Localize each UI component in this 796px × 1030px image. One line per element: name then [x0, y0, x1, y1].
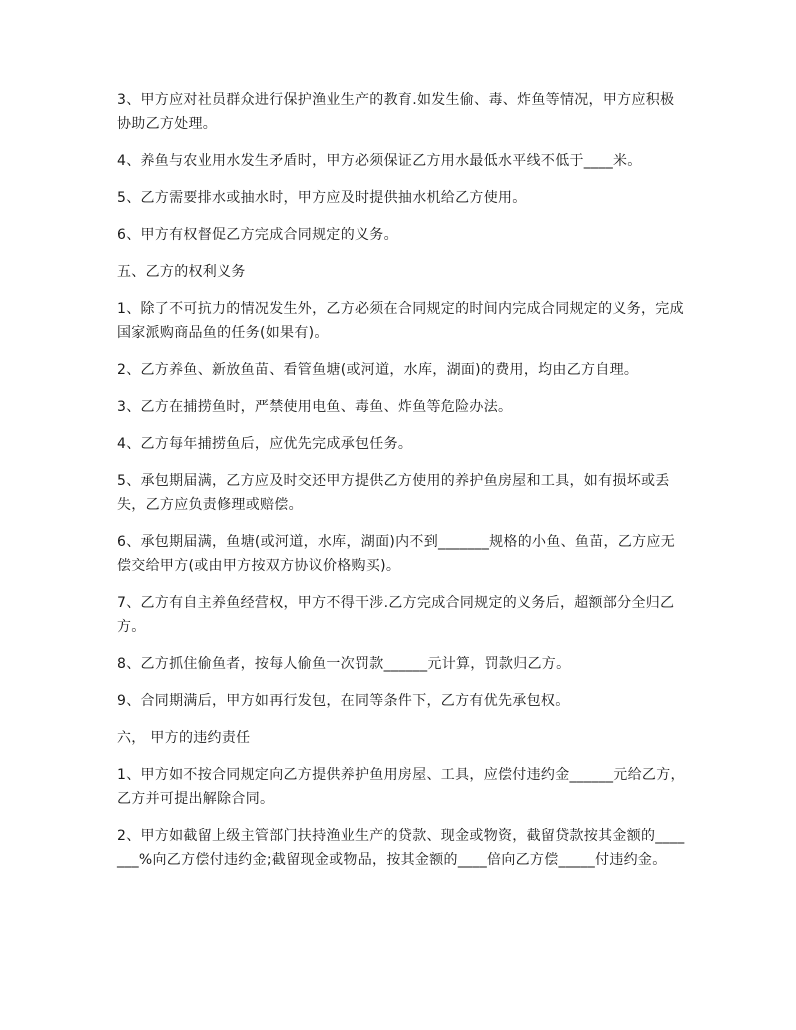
paragraph-b-clause-7: 7、乙方有自主养鱼经营权，甲方不得干涉.乙方完成合同规定的义务后，超额部分全归乙方。 — [117, 595, 675, 635]
paragraph-clause-6: 6、甲方有权督促乙方完成合同规定的义务。 — [117, 227, 398, 243]
paragraph-b-clause-9: 9、合同期满后，甲方如再行发包，在同等条件下，乙方有优先承包权。 — [117, 693, 570, 709]
paragraph-c-clause-1: 1、甲方如不按合同规定向乙方提供养护鱼用房屋、工具，应偿付违约金______元给乙方，乙方并可提出解除合同。 — [117, 767, 685, 807]
paragraph-clause-5: 5、乙方需要排水或抽水时，甲方应及时提供抽水机给乙方使用。 — [117, 190, 527, 206]
paragraph-b-clause-2: 2、乙方养鱼、新放鱼苗、看管鱼塘(或河道，水库，湖面)的费用，均由乙方自理。 — [117, 362, 639, 378]
section-heading-6: 六， 甲方的违约责任 — [117, 730, 251, 746]
paragraph-b-clause-6: 6、承包期届满，鱼塘(或河道，水库，湖面)内不到_______规格的小鱼、鱼苗，乙方应无偿交给甲方(或由甲方按双方协议价格购买)。 — [117, 534, 676, 574]
paragraph-b-clause-3: 3、乙方在捕捞鱼时，严禁使用电鱼、毒鱼、炸鱼等危险办法。 — [117, 399, 513, 415]
document-page — [117, 88, 687, 885]
paragraph-b-clause-1: 1、除了不可抗力的情况发生外，乙方必须在合同规定的时间内完成合同规定的义务，完成国家派购商品鱼的任务(如果有)。 — [117, 301, 684, 341]
section-heading-5: 五、乙方的权利义务 — [117, 264, 246, 280]
paragraph-clause-3: 3、甲方应对社员群众进行保护渔业生产的教育.如发生偷、毒、炸鱼等情况，甲方应积极协助乙方处理。 — [117, 92, 675, 132]
paragraph-b-clause-4: 4、乙方每年捕捞鱼后，应优先完成承包任务。 — [117, 436, 413, 452]
paragraph-b-clause-8: 8、乙方抓住偷鱼者，按每人偷鱼一次罚款______元计算，罚款归乙方。 — [117, 656, 571, 672]
paragraph-clause-4: 4、养鱼与农业用水发生矛盾时，甲方必须保证乙方用水最低水平线不低于____米。 — [117, 153, 642, 169]
paragraph-c-clause-2: 2、甲方如截留上级主管部门扶持渔业生产的贷款、现金或物资，截留贷款按其金额的_______%向乙方偿付违约金;截留现金或物品，按其金额的____倍向乙方偿_____付违约金。 — [117, 828, 685, 868]
paragraph-b-clause-5: 5、承包期届满，乙方应及时交还甲方提供乙方使用的养护鱼房屋和工具，如有损坏或丢失，乙方应负责修理或赔偿。 — [117, 473, 670, 513]
